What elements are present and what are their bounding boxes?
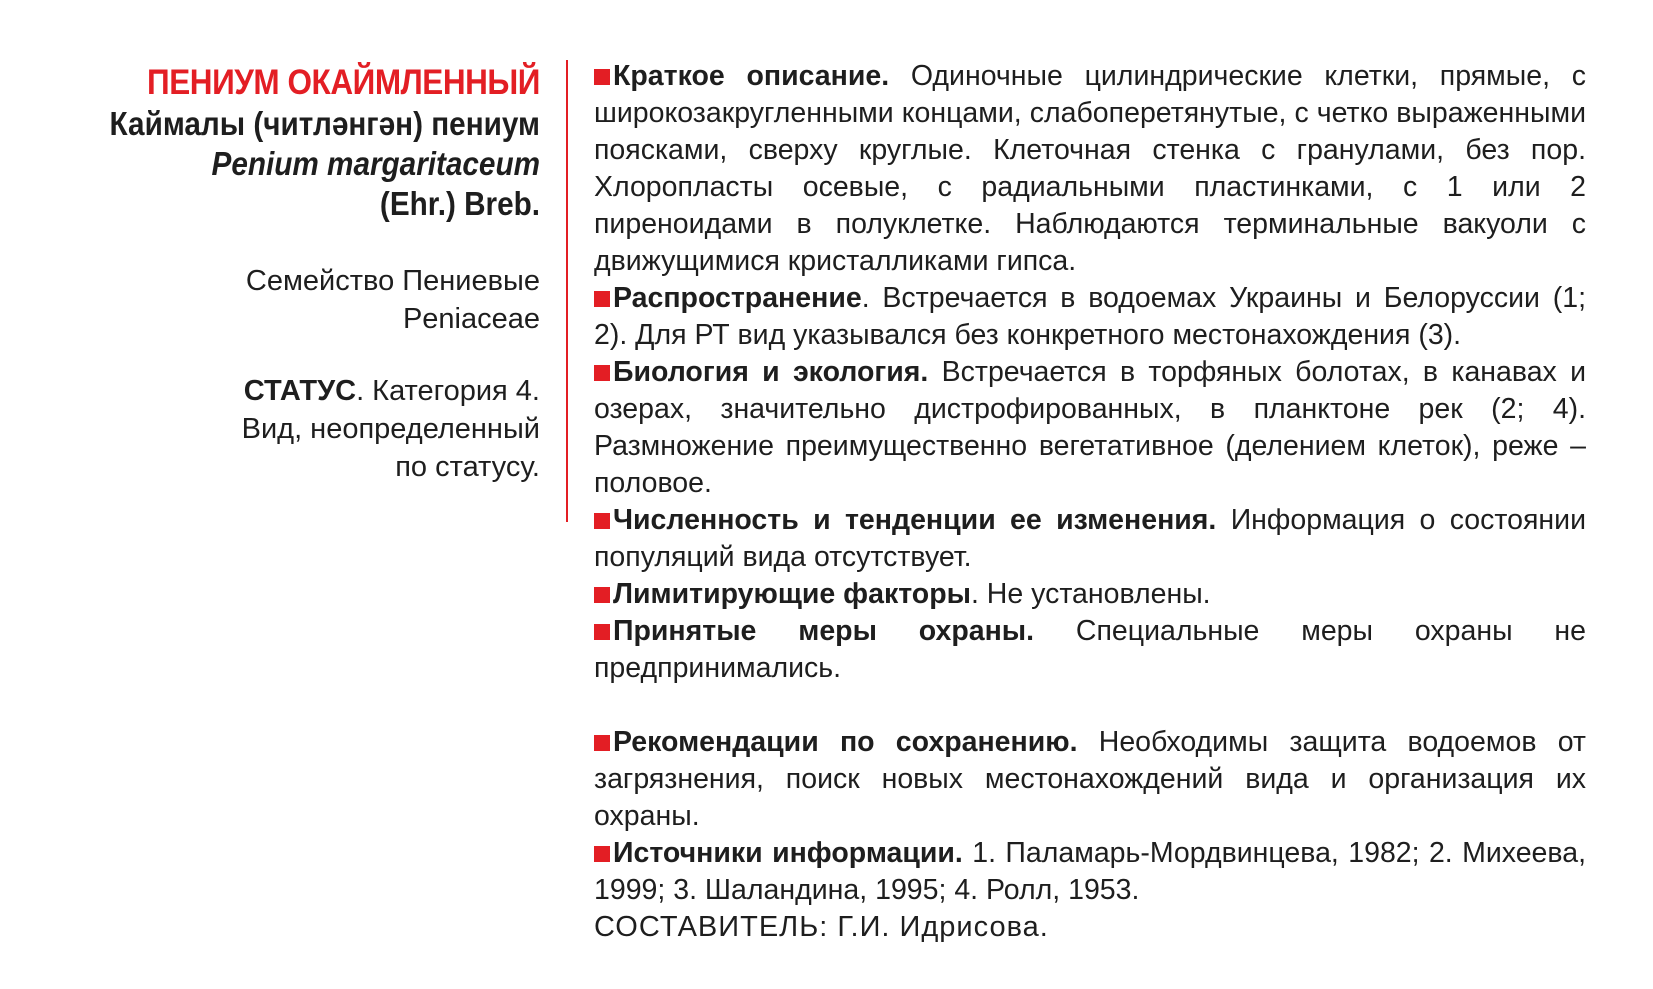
status-category: . Категория 4. xyxy=(356,375,540,407)
species-header xyxy=(40,62,540,486)
square-bullet-icon xyxy=(594,624,610,640)
section-text: 1. Паламарь-Мордвинцева, 1982; 2. Михеева, 1999; 3. Шаландина, 1995; 4. Ролл, 1953. xyxy=(594,837,1586,906)
section-heading: Лимитирующие факторы xyxy=(613,578,971,610)
species-name-tt: Каймалы (читләнгән) пениум xyxy=(109,105,540,142)
status-block xyxy=(40,372,540,486)
section-heading: Биология и экология. xyxy=(613,356,929,388)
square-bullet-icon xyxy=(594,513,610,529)
square-bullet-icon xyxy=(594,846,610,862)
section-limiting-factors xyxy=(594,576,1586,613)
description-column xyxy=(594,58,1586,946)
section-text: . Не установлены. xyxy=(970,578,1211,610)
section-distribution xyxy=(594,280,1586,354)
section-text: Встречается в торфяных болотах, в канавах и озерах, значительно дистрофированных, в планктоне рек (2; 4). Размножение преимущественно вегетативное (делением клеток), реже – половое. xyxy=(594,356,1586,499)
section-biology xyxy=(594,354,1586,502)
species-name-latin: Penium margaritaceum xyxy=(211,145,540,182)
section-text: . Встречается в водоемах Украины и Белоруссии (1; 2). Для РТ вид указывался без конкретного местонахождения (3). xyxy=(594,282,1586,351)
square-bullet-icon xyxy=(594,69,610,85)
section-heading: Численность и тенденции ее изменения. xyxy=(613,504,1217,536)
square-bullet-icon xyxy=(594,291,610,307)
species-name-ru: ПЕНИУМ ОКАЙМЛЕННЫЙ xyxy=(147,63,540,102)
section-heading: Распространение xyxy=(613,282,862,314)
section-text: Информация о состоянии популяций вида отсутствует. xyxy=(594,504,1586,573)
section-recommendations xyxy=(594,724,1586,835)
section-heading: Источники информации. xyxy=(613,837,963,869)
family-block xyxy=(40,262,540,338)
status-line-1 xyxy=(40,372,540,410)
status-label: СТАТУС xyxy=(243,375,357,407)
section-text: Одиночные цилиндрические клетки, прямые, с широкозакругленными концами, слабоперетянутые, с четко выраженными поясками, сверху круглые. Клеточная стенка с гранулами, без пор. Хлоропласты осевые, с радиальными пластинками, с 1 или 2 пиреноидами в полуклетке. Наблюдаются терминальные вакуоли с движущимися кристалликами гипса. xyxy=(594,60,1586,277)
section-protection-measures xyxy=(594,613,1586,687)
section-sources xyxy=(594,835,1586,909)
section-text: Необходимы защита водоемов от загрязнения, поиск новых местонахождений вида и организация их охраны. xyxy=(594,726,1586,832)
species-author: (Ehr.) Breb. xyxy=(379,185,540,222)
section-text: Специальные меры охраны не предпринимались. xyxy=(594,615,1586,684)
status-line-2: Вид, неопределенный xyxy=(241,413,540,445)
column-divider xyxy=(566,60,568,522)
family-name-latin: Peniaceae xyxy=(402,303,540,335)
square-bullet-icon xyxy=(594,735,610,751)
square-bullet-icon xyxy=(594,587,610,603)
section-description xyxy=(594,58,1586,280)
family-name-ru: Семейство Пениевые xyxy=(245,265,540,297)
square-bullet-icon xyxy=(594,365,610,381)
section-heading: Рекомендации по сохранению. xyxy=(613,726,1078,758)
section-heading: Принятые меры охраны. xyxy=(613,615,1035,647)
section-population xyxy=(594,502,1586,576)
compiler-credit: СОСТАВИТЕЛЬ: Г.И. Идрисова. xyxy=(594,911,1049,943)
section-heading: Краткое описание. xyxy=(613,60,890,92)
status-line-3: по статусу. xyxy=(395,451,540,483)
